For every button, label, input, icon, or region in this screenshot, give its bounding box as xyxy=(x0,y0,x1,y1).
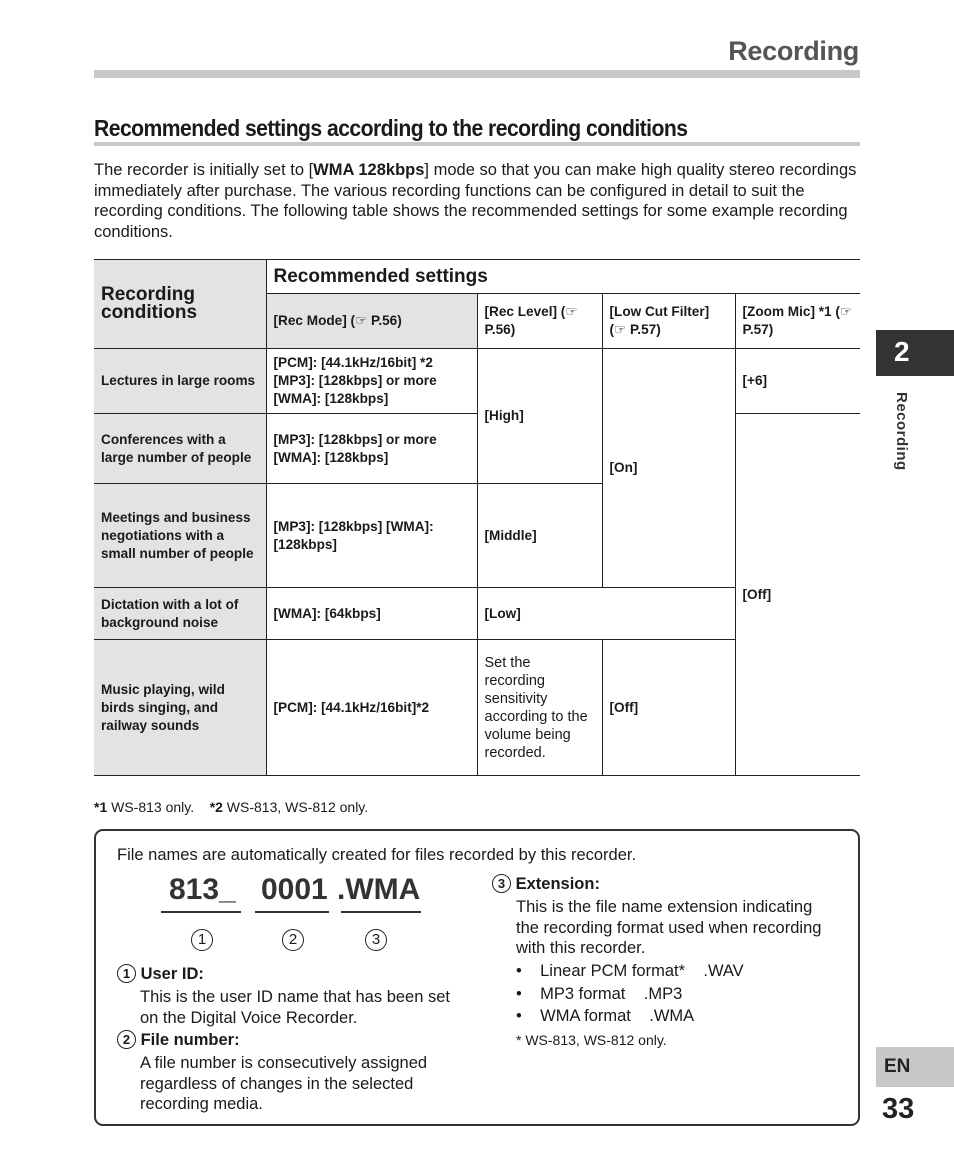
low-cut-off: [Off] xyxy=(602,640,735,776)
chapter-label: Recording xyxy=(893,392,910,471)
rec-level-low: [Low] xyxy=(477,588,602,640)
ext-list-item xyxy=(516,984,682,1005)
col-low-cut-filter: [Low Cut Filter] (☞ P.57) xyxy=(602,294,735,349)
rec-level-middle: [Middle] xyxy=(477,484,602,588)
filename-extension: .WMA xyxy=(337,873,421,906)
file-number-label: File number: xyxy=(140,1031,240,1049)
ext-value: .MP3 xyxy=(643,985,683,1003)
extension-title xyxy=(492,874,600,895)
page-number: 33 xyxy=(882,1093,915,1125)
zoom-mic-plus6: [+6] xyxy=(735,349,860,414)
table-row-condition: Lectures in large rooms xyxy=(94,349,266,414)
rec-mode-value: [WMA]: [64kbps] xyxy=(266,588,477,640)
bullet: • xyxy=(516,985,522,1003)
language-tab xyxy=(876,1047,954,1087)
callout-2: 2 xyxy=(282,929,304,951)
bullet: • xyxy=(516,962,522,980)
user-id-number: 1 xyxy=(117,964,136,983)
footnote-2-mark: *2 xyxy=(209,799,223,815)
callout-3: 3 xyxy=(365,929,387,951)
table-row-condition: Dictation with a lot of background noise xyxy=(94,588,266,640)
col-rec-mode: [Rec Mode] (☞ P.56) xyxy=(266,294,477,349)
col-rec-level: [Rec Level] (☞ P.56) xyxy=(477,294,602,349)
footnote-1-text: WS-813 only. xyxy=(107,799,195,815)
table-footnotes xyxy=(94,799,368,815)
zoom-mic-off: [Off] xyxy=(735,414,860,776)
extension-number: 3 xyxy=(492,874,511,893)
rec-level-high: [High] xyxy=(477,349,602,484)
header-section-title: Recording xyxy=(728,36,859,66)
ext-footnote: * WS-813, WS-812 only. xyxy=(516,1032,667,1048)
user-id-title xyxy=(117,964,204,985)
file-number-number: 2 xyxy=(117,1030,136,1049)
file-name-info-box xyxy=(94,829,860,1126)
user-id-text: This is the user ID name that has been set on the Digital Voice Recorder. xyxy=(140,988,450,1027)
intro-pre: The recorder is initially set to [ xyxy=(94,161,314,179)
ext-format: MP3 format xyxy=(540,985,626,1003)
footnote-1-mark: *1 xyxy=(94,799,108,815)
table-row-condition: Music playing, wild birds singing, and railway sounds xyxy=(94,640,266,776)
intro-paragraph xyxy=(94,160,864,243)
ext-value: .WAV xyxy=(703,962,744,980)
ext-format: WMA format xyxy=(540,1007,631,1025)
rec-mode-value: [PCM]: [44.1kHz/16bit]*2 xyxy=(266,640,477,776)
recommended-settings-table xyxy=(94,259,860,776)
table-row-condition: Meetings and business negotiations with a small number of people xyxy=(94,484,266,588)
ext-list-item xyxy=(516,1006,694,1027)
extension-label: Extension: xyxy=(515,875,600,893)
underline-user-id xyxy=(161,911,241,913)
file-number-title xyxy=(117,1030,240,1051)
user-id-label: User ID: xyxy=(140,965,204,983)
chapter-tab xyxy=(876,330,954,376)
rec-mode-value: [MP3]: [128kbps] [WMA]: [128kbps] xyxy=(266,484,477,588)
underline-extension xyxy=(341,911,421,913)
extension-text: This is the file name extension indicating the recording format used when recording with this recorder. xyxy=(516,898,822,957)
filename-file-number: 0001 xyxy=(261,873,328,906)
rec-mode-value: [MP3]: [128kbps] or more [WMA]: [128kbps] xyxy=(266,414,477,484)
col-zoom-mic: [Zoom Mic] *1 (☞ P.57) xyxy=(735,294,860,349)
ext-list-item xyxy=(516,961,744,982)
file-number-text: A file number is consecutively assigned regardless of changes in the selected recording media. xyxy=(140,1054,428,1113)
box-intro: File names are automatically created for files recorded by this recorder. xyxy=(117,846,637,864)
low-cut-on: [On] xyxy=(602,349,735,588)
table-row-condition: Conferences with a large number of people xyxy=(94,414,266,484)
header-recording-conditions: Recording conditions xyxy=(94,260,266,349)
footnote-2-text: WS-813, WS-812 only. xyxy=(222,799,369,815)
ext-value: .WMA xyxy=(649,1007,695,1025)
underline-file-number xyxy=(255,911,329,913)
intro-post: ] mode so that you can make high quality stereo recordings immediately after purchase. The various recording functions can be configured in detail to suit the recording conditions. The following table shows the recommended settings for some example recording conditions. xyxy=(94,161,857,242)
header-bar xyxy=(94,70,860,78)
language-code: EN xyxy=(884,1056,911,1077)
rec-mode-value: [PCM]: [44.1kHz/16bit] *2 [MP3]: [128kbps] or more [WMA]: [128kbps] xyxy=(266,349,477,414)
bullet: • xyxy=(516,1007,522,1025)
filename-user-id: 813_ xyxy=(169,873,236,906)
intro-mode-highlight: WMA 128kbps xyxy=(313,161,425,179)
section-rule xyxy=(94,142,860,146)
section-title: Recommended settings according to the recording conditions xyxy=(94,115,688,141)
header-recommended-settings: Recommended settings xyxy=(266,260,860,294)
rec-level-music: Set the recording sensitivity according to the volume being recorded. xyxy=(477,640,602,776)
chapter-number: 2 xyxy=(894,336,910,367)
ext-format: Linear PCM format* xyxy=(540,962,686,980)
callout-1: 1 xyxy=(191,929,213,951)
